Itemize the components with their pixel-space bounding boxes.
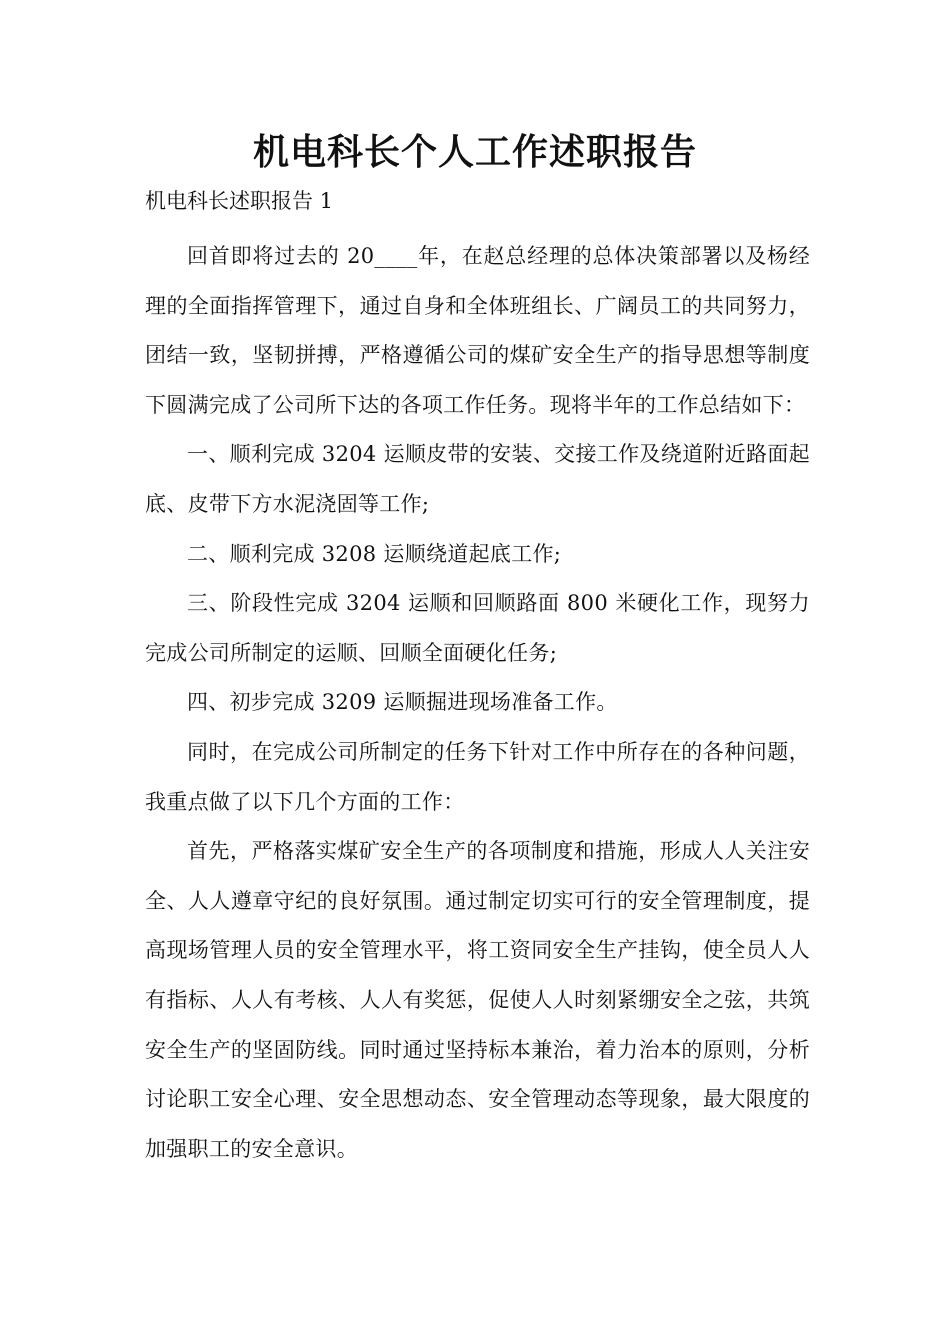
paragraph-item-1: 一、顺利完成 3204 运顺皮带的安装、交接工作及绕道附近路面起底、皮带下方水泥浇固等工作; <box>145 442 810 516</box>
paragraph-intro: 回首即将过去的 20____年，在赵总经理的总体决策部署以及杨经理的全面指挥管理下，通过自身和全体班组长、广阔员工的共同努力，团结一致，坚韧拼搏，严格遵循公司的煤矿安全生产的指导思想等制度下圆满完成了公司所下达的各项工作任务。现将半年的工作总结如下： <box>145 244 810 417</box>
paragraph-first-point: 首先，严格落实煤矿安全生产的各项制度和措施，形成人人关注安全、人人遵章守纪的良好氛围。通过制定切实可行的安全管理制度，提高现场管理人员的安全管理水平，将工资同安全生产挂钩，使全员人人有指标、人人有考核、人人有奖惩，促使人人时刻紧绷安全之弦，共筑安全生产的坚固防线。同时通过坚持标本兼治，着力治本的原则，分析讨论职工安全心理、安全思想动态、安全管理动态等现象，最大限度的加强职工的安全意识。 <box>145 839 810 1161</box>
paragraph-item-4: 四、初步完成 3209 运顺掘进现场准备工作。 <box>187 690 618 715</box>
document-title: 机电科长个人工作述职报告 <box>252 131 697 173</box>
paragraph-transition: 同时，在完成公司所制定的任务下针对工作中所存在的各种问题，我重点做了以下几个方面的工作： <box>145 739 810 814</box>
document-subtitle: 机电科长述职报告 1 <box>145 189 334 213</box>
paragraph-item-2: 二、顺利完成 3208 运顺绕道起底工作; <box>187 541 562 566</box>
paragraph-item-3: 三、阶段性完成 3204 运顺和回顺路面 800 米硬化工作，现努力完成公司所制定的运顺、回顺全面硬化任务; <box>145 591 810 665</box>
document-body <box>145 232 810 1174</box>
